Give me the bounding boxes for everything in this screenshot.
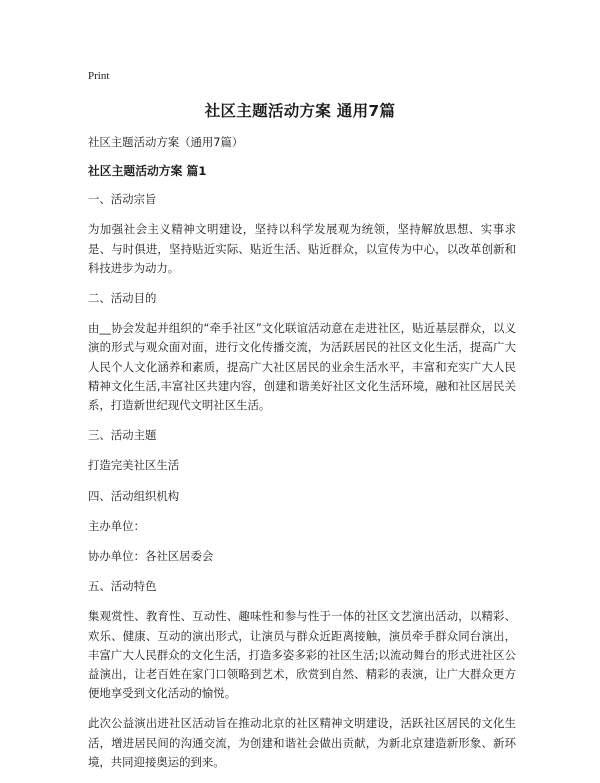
heading-organization: 四、活动组织机构 [88, 488, 180, 503]
paragraph-co-organizer: 协办单位：各社区居委会 [88, 549, 214, 564]
heading-goal: 二、活动目的 [88, 291, 157, 306]
document-body [88, 133, 516, 783]
document-title: 社区主题活动方案 通用7篇 [204, 102, 396, 120]
section-heading: 社区主题活动方案 篇1 [88, 164, 207, 179]
paragraph-summary: 此次公益演出进社区活动旨在推动北京的社区精神文明建设，活跃社区居民的文化生活，增进居民间的沟通交流，为创建和谐社会做出贡献，为新北京建造新形象、新环境，共同迎接奥运的到来。 [88, 716, 516, 769]
paragraph-goal: 由__协会发起并组织的“牵手社区”文化联谊活动意在走进社区，贴近基层群众，以义演的形式与观众面对面，进行文化传播交流，为活跃居民的社区文化生活，提高广大人民个人文化涵养和素质，提高广大社区居民的业余生活水平，丰富和充实广大人民精神文化生活,丰富社区共建内容，创建和谐美好社区文化生活环境，融和社区居民关系，打造新世纪现代文明社区生活。 [88, 321, 516, 413]
heading-features: 五、活动特色 [88, 579, 157, 594]
print-link[interactable]: Print [88, 70, 110, 82]
document-subtitle: 社区主题活动方案（通用7篇） [88, 135, 244, 149]
heading-purpose: 一、活动宗旨 [88, 192, 157, 207]
paragraph-theme: 打造完美社区生活 [88, 458, 180, 473]
paragraph-features: 集观赏性、教育性、互动性、趣味性和参与性于一体的社区文艺演出活动，以精彩、欢乐、健康、互动的演出形式，让演员与群众近距离接触，演员牵手群众同台演出，丰富广大人民群众的文化生活，打造多姿多彩的社区生活;以流动舞台的形式进社区公益演出，让老百姓在家门口领略到艺术，欣赏到自然、精彩的表演，让广大群众更方便地享受到文化活动的愉悦。 [88, 609, 516, 701]
paragraph-purpose: 为加强社会主义精神文明建设，坚持以科学发展观为统领，坚持解放思想、实事求是、与时俱进，坚持贴近实际、贴近生活、贴近群众，以宣传为中心，以改革创新和科技进步为动力。 [88, 222, 516, 275]
paragraph-organizer: 主办单位： [88, 518, 145, 533]
heading-theme: 三、活动主题 [88, 428, 157, 443]
